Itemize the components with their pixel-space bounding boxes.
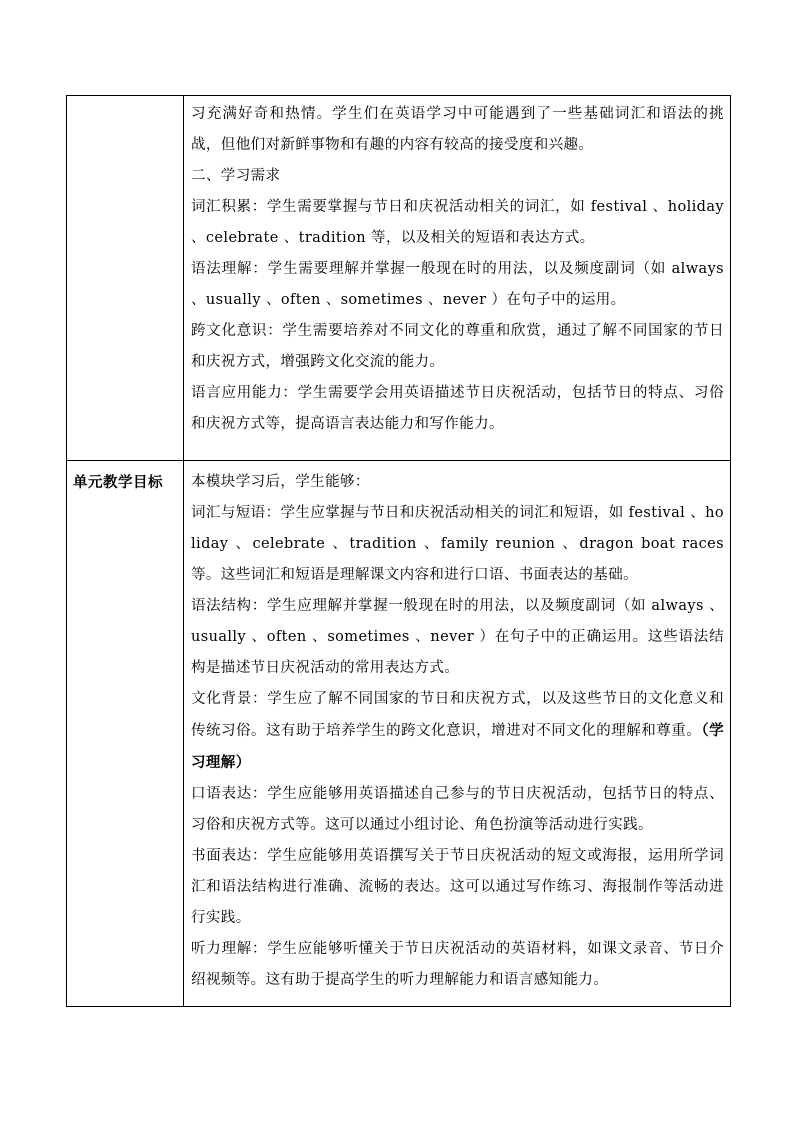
paragraph-speaking-goal: 口语表达：学生应能够用英语描述自己参与的节日庆祝活动，包括节日的特点、习俗和庆祝方式等。这可以通过小组讨论、角色扮演等活动进行实践。 [191,786,724,833]
row-content-cell [184,461,731,1007]
table-row-student-needs [67,96,731,461]
table-row-unit-objectives [67,461,731,1007]
culture-goal-text: 文化背景：学生应了解不同国家的节日和庆祝方式，以及这些节日的文化意义和传统习俗。这有助于培养学生的跨文化意识，增进对不同文化的理解和尊重。 [191,691,724,739]
paragraph-culture-goal [191,684,724,779]
paragraph-listening-goal: 听力理解：学生应能够听懂关于节日庆祝活动的英语材料，如课文录音、节日介绍视频等。这有助于提高学生的听力理解能力和语言感知能力。 [191,941,724,988]
paragraph-vocabulary-goal: 词汇与短语：学生应掌握与节日和庆祝活动相关的词汇和短语，如 festival 、holiday 、celebrate 、tradition 、family reunion 、dragon boat races 等。这些词汇和短语是理解课文内容和进行口语、书面表达的基础。 [191,505,724,583]
paragraph-writing-goal: 书面表达：学生应能够用英语撰写关于节日庆祝活动的短文或海报，运用所学词汇和语法结构进行准确、流畅的表达。这可以通过写作练习、海报制作等活动进行实践。 [191,848,724,926]
row-label-cell [67,461,184,1007]
row-label [67,96,183,108]
paragraph-intro: 本模块学习后，学生能够： [191,474,370,490]
paragraph-cultural-need: 跨文化意识：学生需要培养对不同文化的尊重和欣赏，通过了解不同国家的节日和庆祝方式，增强跨文化交流的能力。 [191,323,724,370]
paragraph-grammar-goal: 语法结构：学生应理解并掌握一般现在时的用法，以及频度副词（如 always 、usually 、often 、sometimes 、never ）在句子中的正确运用。这些语法结构是描述节日庆祝活动的常用表达方式。 [191,598,724,676]
paragraph-grammar-need: 语法理解：学生需要理解并掌握一般现在时的用法，以及频度副词（如 always 、usually 、often 、sometimes 、never ）在句子中的运用。 [191,261,724,308]
paragraph-student-interest: 习充满好奇和热情。学生们在英语学习中可能遇到了一些基础词汇和语法的挑战，但他们对新鲜事物和有趣的内容有较高的接受度和兴趣。 [191,106,724,153]
heading-learning-needs: 二、学习需求 [191,168,281,184]
lesson-plan-table [66,95,731,1007]
learning-level-note: （学习理解） [191,722,724,771]
row-content-cell [184,96,731,461]
row-label-cell [67,96,184,461]
paragraph-vocabulary-need: 词汇积累：学生需要掌握与节日和庆祝活动相关的词汇，如 festival 、holiday 、celebrate 、tradition 等，以及相关的短语和表达方式。 [191,199,724,246]
paragraph-language-use-need: 语言应用能力：学生需要学会用英语描述节日庆祝活动，包括节日的特点、习俗和庆祝方式等，提高语言表达能力和写作能力。 [191,385,724,432]
row-label-unit-objectives: 单元教学目标 [73,474,163,491]
